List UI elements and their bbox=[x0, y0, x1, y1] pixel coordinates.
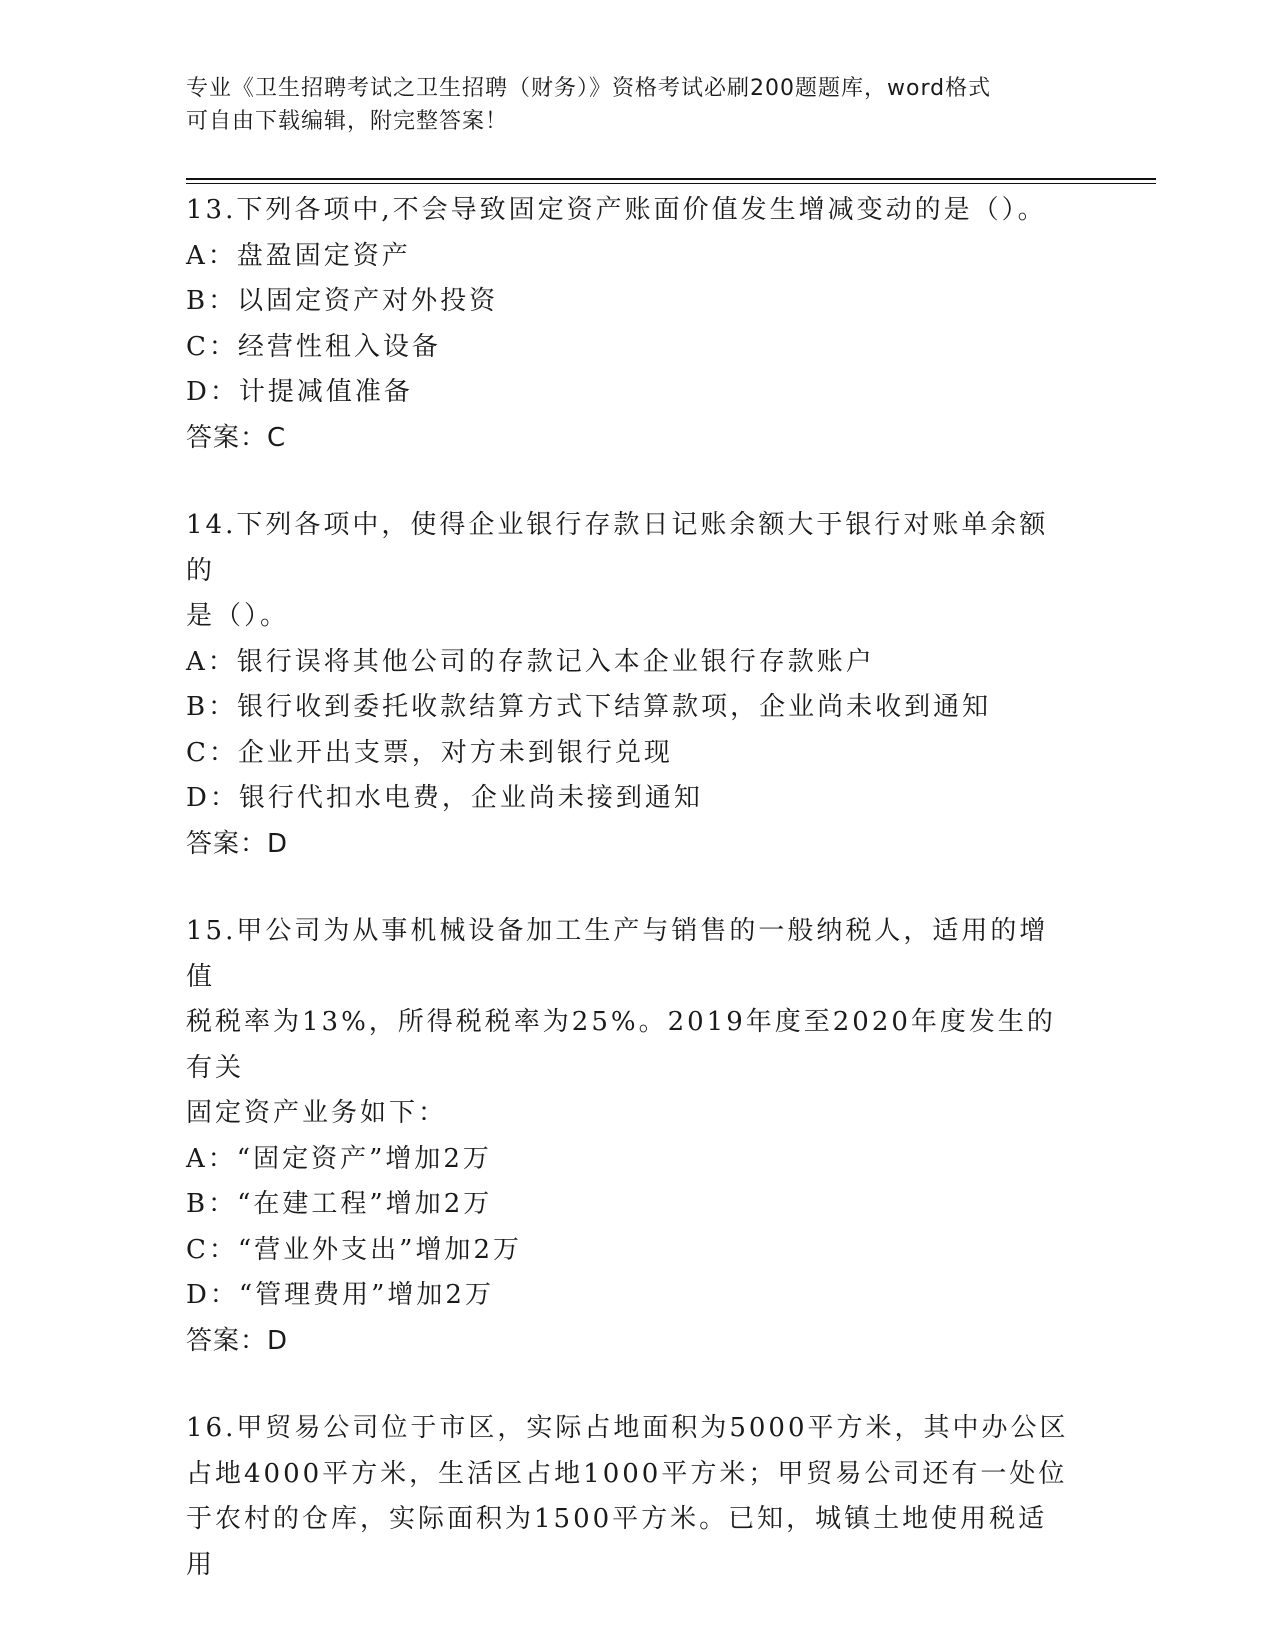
option-b: B：以固定资产对外投资 bbox=[186, 286, 499, 316]
question-13 bbox=[186, 188, 1076, 461]
question-text: 14.下列各项中，使得企业银行存款日记账余额大于银行对账单余额的 bbox=[186, 510, 1049, 586]
question-15 bbox=[186, 909, 1076, 1364]
option-b: B：“在建工程”增加2万 bbox=[186, 1189, 493, 1219]
answer: 答案：D bbox=[186, 1325, 289, 1356]
header-line-1: 专业《卫生招聘考试之卫生招聘（财务）》资格考试必刷200题题库，word格式 bbox=[186, 76, 992, 101]
option-a: A：盘盈固定资产 bbox=[186, 240, 411, 271]
header-rule-thin bbox=[186, 183, 1156, 184]
answer: 答案：D bbox=[186, 828, 289, 859]
document-header bbox=[186, 72, 1066, 138]
question-text: 16.甲贸易公司位于市区，实际占地面积为5000平方米，其中办公区 bbox=[186, 1413, 1069, 1443]
question-text: 固定资产业务如下： bbox=[186, 1098, 448, 1128]
option-b: B：银行收到委托收款结算方式下结算款项，企业尚未收到通知 bbox=[186, 692, 992, 722]
answer: 答案：C bbox=[186, 422, 287, 453]
option-d: D：银行代扣水电费，企业尚未接到通知 bbox=[186, 783, 703, 813]
question-text: 15.甲公司为从事机械设备加工生产与销售的一般纳税人，适用的增值 bbox=[186, 916, 1049, 992]
question-16 bbox=[186, 1406, 1076, 1588]
question-14 bbox=[186, 503, 1076, 867]
option-c: C：经营性租入设备 bbox=[186, 331, 441, 362]
question-text: 税税率为13%，所得税税率为25%。2019年度至2020年度发生的有关 bbox=[186, 1007, 1056, 1083]
option-a: A：银行误将其他公司的存款记入本企业银行存款账户 bbox=[186, 646, 875, 677]
question-text: 占地4000平方米，生活区占地1000平方米；甲贸易公司还有一处位 bbox=[186, 1458, 1068, 1489]
header-rule-thick bbox=[186, 178, 1156, 180]
option-c: C：企业开出支票，对方未到银行兑现 bbox=[186, 737, 673, 768]
option-a: A：“固定资产”增加2万 bbox=[186, 1143, 492, 1174]
question-text: 13.下列各项中,不会导致固定资产账面价值发生增减变动的是（）。 bbox=[186, 195, 1047, 225]
option-c: C：“营业外支出”增加2万 bbox=[186, 1234, 523, 1265]
question-text: 于农村的仓库，实际面积为1500平方米。已知，城镇土地使用税适用 bbox=[186, 1504, 1048, 1580]
option-d: D：“管理费用”增加2万 bbox=[186, 1280, 494, 1310]
header-line-2: 可自由下载编辑，附完整答案！ bbox=[186, 109, 509, 134]
question-text: 是（）。 bbox=[186, 601, 290, 631]
question-list bbox=[186, 188, 1076, 1630]
option-d: D：计提减值准备 bbox=[186, 377, 413, 407]
